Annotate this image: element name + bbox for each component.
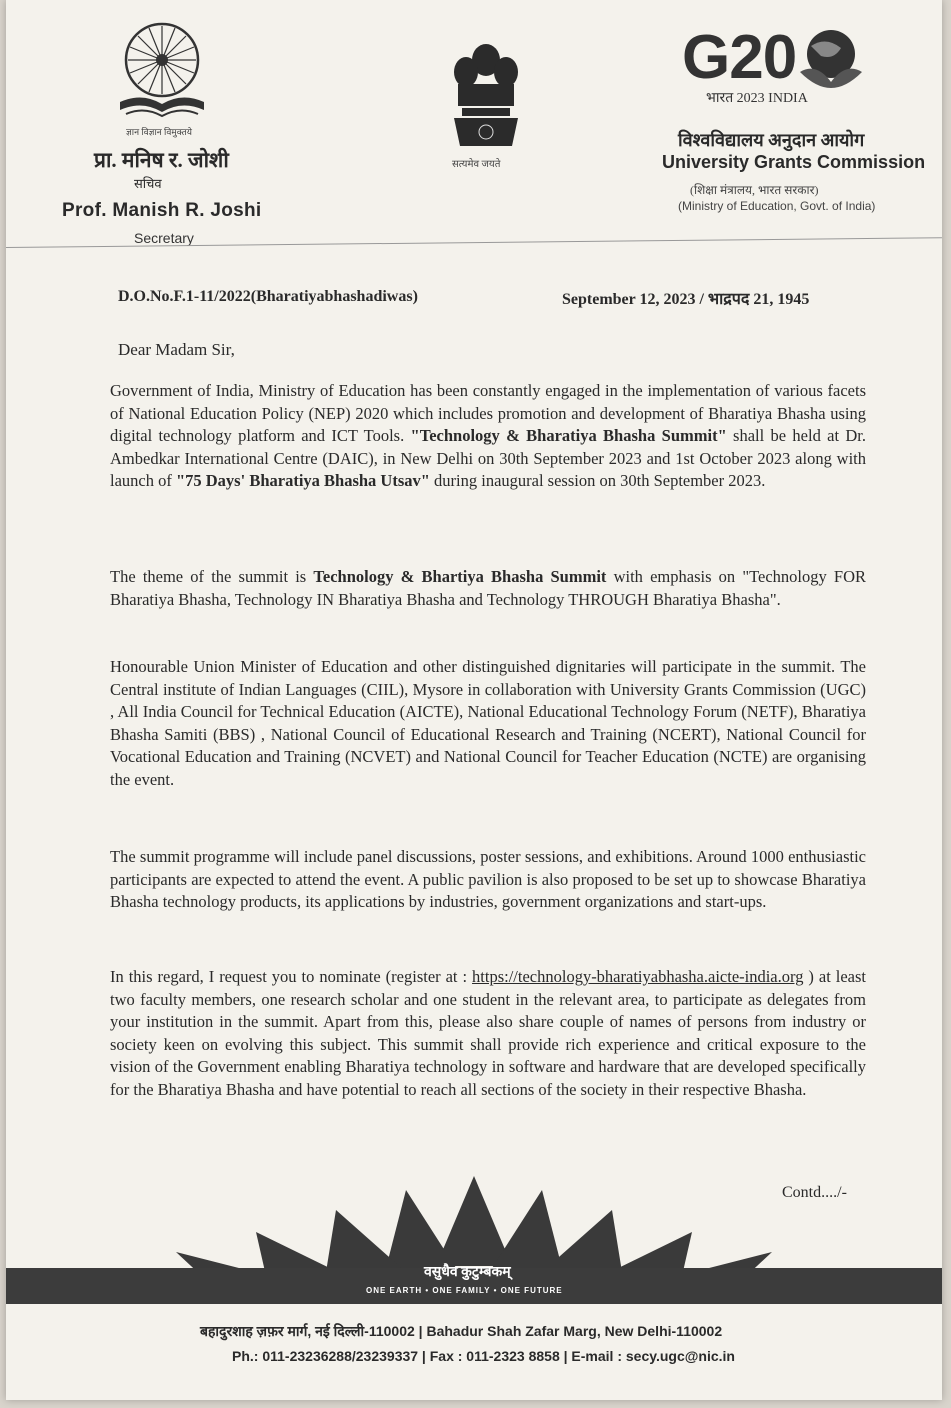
org-name: University Grants Commission [662, 152, 926, 172]
secretary-name-hindi: प्रा. मनिष र. जोशी [94, 148, 229, 172]
continued-marker: Contd..../- [782, 1184, 847, 1201]
letter-date: September 12, 2023 / भाद्रपद 21, 1945 [562, 291, 810, 308]
footer-address: बहादुरशाह ज़फ़र मार्ग, नई दिल्ली-110002 | Bahadur Shah Zafar Marg, New Delhi-110002 [200, 1323, 723, 1339]
ministry-hindi: (शिक्षा मंत्रालय, भारत सरकार) [690, 183, 819, 197]
g20-logo-text: G20 [682, 23, 797, 92]
national-emblem-icon [446, 38, 526, 156]
paragraph-4: The summit programme will include panel discussions, poster sessions, and exhibitions. Around 1000 enthusiastic participants are expected to attend the event. A public pavilion is also proposed to be set up to showcase Bharatiya Bhasha technology products, its applications by industries, government organizations and start-ups. [110, 847, 866, 911]
org-name-hindi: विश्वविद्यालय अनुदान आयोग [678, 130, 865, 150]
footer-contact: Ph.: 011-23236288/23239337 | Fax : 011-2323 8858 | E-mail : secy.ugc@nic.in [232, 1348, 735, 1364]
reference-number: D.O.No.F.1-11/2022(Bharatiyabhashadiwas) [118, 288, 418, 305]
paragraph-2: The theme of the summit is Technology & Bhartiya Bhasha Summit with emphasis on "Technology FOR Bharatiya Bhasha, Technology IN Bharatiya Bhasha and Technology THROUGH Bharatiya Bhasha". [110, 567, 866, 609]
registration-link[interactable]: https://technology-bharatiyabhasha.aicte-india.org [472, 967, 804, 986]
footer-motto-hindi: वसुधैव कुटुम्बकम् [424, 1265, 511, 1280]
paragraph-1: Government of India, Ministry of Education has been constantly engaged in the implementation of various facets of National Education Policy (NEP) 2020 which includes promotion and development of Bharatiya Bhasha using digital technology platform and ICT Tools. "Technology & Bharatiya Bhasha Summit" shall be held at Dr. Ambedkar International Centre (DAIC), in New Delhi on 30th September 2023 and 1st October 2023 along with launch of "75 Days' Bharatiya Bhasha Utsav" during inaugural session on 30th September 2023. [110, 381, 866, 490]
ministry-name: (Ministry of Education, Govt. of India) [678, 199, 876, 213]
secretary-designation-hindi: सचिव [134, 176, 162, 191]
salutation: Dear Madam Sir, [118, 340, 235, 359]
secretary-name: Prof. Manish R. Joshi [62, 200, 262, 221]
footer-motto: ONE EARTH • ONE FAMILY • ONE FUTURE [366, 1286, 563, 1295]
secretary-designation: Secretary [134, 230, 194, 246]
emblem-motto: सत्यमेव जयते [452, 159, 501, 170]
paragraph-5: In this regard, I request you to nominate (register at : https://technology-bharatiyabhasha.aicte-india.org ) at least two faculty members, one research scholar and one student in the relevant area, to participate as delegates from your institution in the summit. Apart from this, please also share couple of names of persons from industry or society keen on evolving this subject. This summit shall provide rich experience and critical exposure to the vision of the Government enabling Bharatiya technology in software and hardware that are developed specifically for the Bharatiya Bhasha and have potential to reach all sections of the society in their respective Bhasha. [110, 967, 866, 1099]
ugc-logo-icon [112, 18, 212, 128]
letter-page [6, 0, 942, 1400]
paragraph-3: Honourable Union Minister of Education and other distinguished dignitaries will participate in the summit. The Central institute of Indian Languages (CIIL), Mysore in collaboration with University Grants Commission (UGC) , All India Council for Technical Education (AICTE), National Educational Technology Forum (NETF), Bharatiya Bhasha Samiti (BBS) , National Council of Educational Research and Training (NCERT), National Council for Vocational Education and Training (NCVET) and National Council for Teacher Education (NCTE) are organising the event. [110, 657, 866, 789]
ugc-motto: ज्ञान विज्ञान विमुक्तये [126, 127, 192, 137]
g20-subtitle: भारत 2023 INDIA [706, 91, 808, 106]
g20-lotus-globe-icon [796, 26, 866, 92]
